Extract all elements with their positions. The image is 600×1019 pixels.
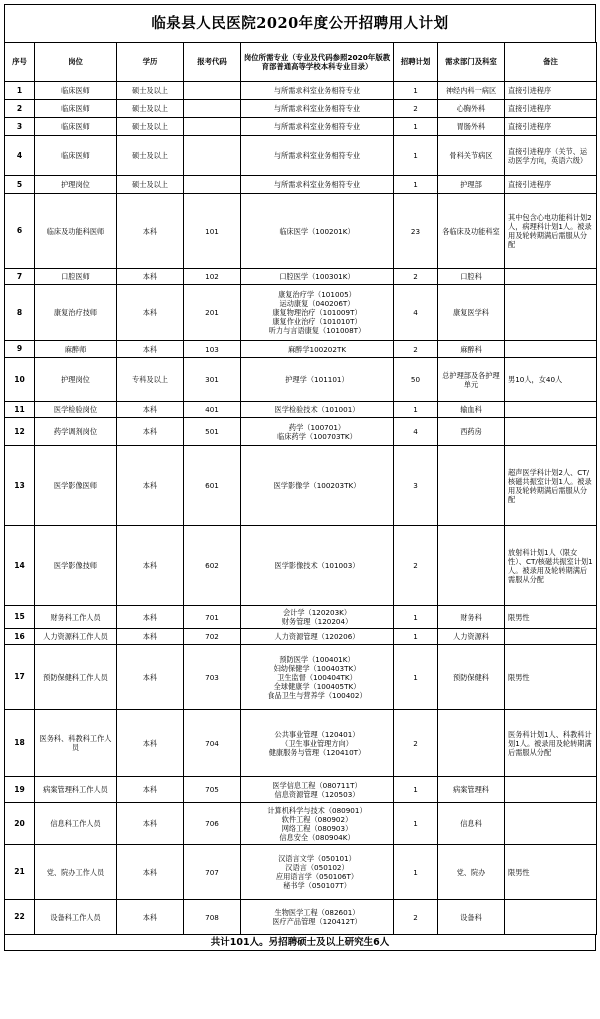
cell-no: 5	[5, 176, 35, 194]
header-major: 岗位所需专业（专业及代码参照2020年版教育部普通高等学校本科专业目录）	[241, 43, 394, 82]
cell-quota: 3	[394, 446, 438, 526]
cell-dept: 病案管理科	[438, 777, 505, 803]
cell-quota: 1	[394, 629, 438, 645]
major-line: 汉语言文学（050101）	[278, 854, 356, 863]
major-line: 运动康复（040206T）	[279, 299, 355, 308]
major-line: 食品卫生与营养学（100402）	[267, 690, 367, 700]
cell-position: 医学检验岗位	[35, 402, 117, 418]
cell-education: 本科	[117, 446, 184, 526]
major-line: 医疗产品管理（120412T）	[272, 917, 362, 926]
cell-position: 预防保健科工作人员	[35, 645, 117, 710]
cell-position: 医学影像医师	[35, 446, 117, 526]
major-line: 财务管理（120204）	[281, 617, 353, 626]
major-line: 医学影像技术（101003）	[274, 561, 360, 570]
cell-quota: 1	[394, 845, 438, 900]
table-row	[5, 606, 597, 629]
header-position: 岗位	[35, 43, 117, 82]
cell-quota: 4	[394, 285, 438, 341]
cell-education: 专科及以上	[117, 358, 184, 402]
cell-note	[505, 777, 597, 803]
major-line: 信息安全（080904K）	[279, 832, 355, 842]
header-note: 备注	[505, 43, 597, 82]
header-quota: 招聘计划	[394, 43, 438, 82]
cell-no: 3	[5, 118, 35, 136]
cell-exam-code: 704	[184, 710, 241, 777]
cell-note	[505, 900, 597, 935]
cell-dept: 总护理部及各护理单元	[438, 358, 505, 402]
cell-no: 13	[5, 446, 35, 526]
table-row	[5, 645, 597, 710]
cell-note: 限男性	[505, 606, 597, 629]
cell-note: 直接引进程序（关节、运动医学方向，英语六级）	[505, 136, 597, 176]
cell-exam-code	[184, 82, 241, 100]
cell-education: 本科	[117, 645, 184, 710]
cell-major	[241, 118, 394, 136]
cell-exam-code: 401	[184, 402, 241, 418]
cell-note	[505, 341, 597, 358]
table-row	[5, 285, 597, 341]
cell-quota: 1	[394, 176, 438, 194]
cell-major	[241, 269, 394, 285]
cell-note	[505, 269, 597, 285]
cell-quota: 1	[394, 645, 438, 710]
major-line: 人力资源管理（120206）	[274, 632, 360, 641]
major-line: 与所需求科室业务相符专业	[273, 86, 361, 95]
major-line: 临床药学（100703TK）	[277, 431, 357, 441]
cell-quota: 1	[394, 777, 438, 803]
cell-major	[241, 358, 394, 402]
cell-dept: 各临床及功能科室	[438, 194, 505, 269]
major-line: 生物医学工程（082601）	[274, 908, 360, 917]
cell-no: 11	[5, 402, 35, 418]
cell-quota: 1	[394, 402, 438, 418]
cell-education: 硕士及以上	[117, 118, 184, 136]
cell-no: 22	[5, 900, 35, 935]
cell-major	[241, 446, 394, 526]
cell-no: 2	[5, 100, 35, 118]
header-exam-code: 报考代码	[184, 43, 241, 82]
major-line: 药学（100701）	[288, 422, 346, 432]
cell-no: 14	[5, 526, 35, 606]
cell-position: 病案管理科工作人员	[35, 777, 117, 803]
cell-position: 党、院办工作人员	[35, 845, 117, 900]
cell-dept: 神经内科一病区	[438, 82, 505, 100]
table-row	[5, 176, 597, 194]
cell-note	[505, 629, 597, 645]
major-line: 预防医学（100401K）	[279, 654, 355, 664]
major-line: 医学信息工程（080711T）	[272, 780, 362, 790]
major-line: 医学影像学（100203TK）	[273, 481, 361, 490]
cell-dept: 胃肠外科	[438, 118, 505, 136]
cell-no: 15	[5, 606, 35, 629]
major-line: 公共事业管理（120401）	[274, 729, 360, 739]
cell-no: 6	[5, 194, 35, 269]
cell-exam-code: 201	[184, 285, 241, 341]
cell-education: 硕士及以上	[117, 176, 184, 194]
cell-exam-code	[184, 118, 241, 136]
document-title: 临泉县人民医院2020年度公开招聘用人计划	[4, 4, 596, 42]
table-row	[5, 777, 597, 803]
cell-no: 16	[5, 629, 35, 645]
cell-major	[241, 194, 394, 269]
cell-exam-code: 501	[184, 418, 241, 446]
cell-no: 1	[5, 82, 35, 100]
major-line: 应用语言学（050106T）	[275, 872, 359, 881]
major-line: 康复治疗学（101005）	[278, 290, 356, 299]
cell-note: 其中包含心电功能科计划2人，病理科计划1人。被录用及轮转期满后需服从分配	[505, 194, 597, 269]
cell-dept: 信息科	[438, 803, 505, 845]
cell-education: 本科	[117, 803, 184, 845]
cell-note	[505, 418, 597, 446]
major-line: 健康服务与管理（120410T）	[268, 747, 366, 757]
cell-education: 本科	[117, 710, 184, 777]
cell-note: 超声医学科计划2人、CT/核磁共振室计划1人。被录用及轮转期满后需服从分配	[505, 446, 597, 526]
table-row	[5, 82, 597, 100]
cell-note: 直接引进程序	[505, 100, 597, 118]
major-line: 麻醉学100202TK	[287, 344, 347, 354]
major-line: 秘书学（050107T）	[283, 881, 351, 890]
major-line: 康复物理治疗（101009T）	[272, 308, 362, 317]
table-row	[5, 341, 597, 358]
cell-major	[241, 402, 394, 418]
cell-major	[241, 526, 394, 606]
cell-exam-code: 601	[184, 446, 241, 526]
header-education: 学历	[117, 43, 184, 82]
cell-exam-code: 703	[184, 645, 241, 710]
cell-education: 本科	[117, 402, 184, 418]
cell-exam-code: 103	[184, 341, 241, 358]
cell-position: 临床医师	[35, 82, 117, 100]
table-row	[5, 118, 597, 136]
cell-exam-code	[184, 176, 241, 194]
cell-dept: 预防保健科	[438, 645, 505, 710]
cell-quota: 2	[394, 269, 438, 285]
cell-no: 8	[5, 285, 35, 341]
cell-position: 临床医师	[35, 100, 117, 118]
header-row	[5, 43, 597, 82]
cell-quota: 1	[394, 118, 438, 136]
cell-no: 18	[5, 710, 35, 777]
cell-quota: 4	[394, 418, 438, 446]
table-row	[5, 845, 597, 900]
cell-major	[241, 645, 394, 710]
major-line: 软件工程（080902）	[281, 814, 353, 824]
cell-quota: 1	[394, 606, 438, 629]
major-line: 全球健康学（100405TK）	[273, 681, 361, 691]
cell-no: 4	[5, 136, 35, 176]
major-line: 与所需求科室业务相符专业	[273, 151, 361, 160]
cell-no: 9	[5, 341, 35, 358]
total-summary: 共计101人。另招聘硕士及以上研究生6人	[4, 935, 596, 951]
cell-position: 口腔医师	[35, 269, 117, 285]
cell-note: 医务科计划1人、科教科计划1人。被录用及轮转期满后需服从分配	[505, 710, 597, 777]
cell-major	[241, 136, 394, 176]
cell-dept: 西药房	[438, 418, 505, 446]
cell-dept: 党、院办	[438, 845, 505, 900]
cell-quota: 23	[394, 194, 438, 269]
cell-no: 21	[5, 845, 35, 900]
cell-major	[241, 606, 394, 629]
cell-exam-code: 301	[184, 358, 241, 402]
cell-major	[241, 418, 394, 446]
cell-quota: 2	[394, 900, 438, 935]
cell-education: 本科	[117, 285, 184, 341]
cell-note: 限男性	[505, 645, 597, 710]
cell-education: 硕士及以上	[117, 100, 184, 118]
cell-position: 康复治疗技师	[35, 285, 117, 341]
cell-exam-code: 706	[184, 803, 241, 845]
cell-dept: 麻醉科	[438, 341, 505, 358]
cell-position: 医务科、科教科工作人员	[35, 710, 117, 777]
major-line: 汉语言（050102）	[285, 863, 349, 872]
table-row	[5, 900, 597, 935]
cell-no: 12	[5, 418, 35, 446]
cell-note: 限男性	[505, 845, 597, 900]
table-row	[5, 100, 597, 118]
cell-position: 设备科工作人员	[35, 900, 117, 935]
cell-exam-code: 102	[184, 269, 241, 285]
cell-exam-code: 702	[184, 629, 241, 645]
major-line: 与所需求科室业务相符专业	[273, 104, 361, 113]
cell-note: 直接引进程序	[505, 176, 597, 194]
major-line: 医学检验技术（101001）	[274, 405, 360, 414]
cell-major	[241, 845, 394, 900]
cell-major	[241, 777, 394, 803]
cell-education: 本科	[117, 629, 184, 645]
cell-position: 临床医师	[35, 136, 117, 176]
recruitment-plan-document	[4, 4, 596, 951]
major-line: （卫生事业管理方向）	[281, 738, 353, 748]
cell-education: 本科	[117, 606, 184, 629]
cell-note: 直接引进程序	[505, 82, 597, 100]
cell-dept: 设备科	[438, 900, 505, 935]
table-row	[5, 194, 597, 269]
cell-dept: 护理部	[438, 176, 505, 194]
cell-position: 人力资源科工作人员	[35, 629, 117, 645]
cell-position: 医学影像技师	[35, 526, 117, 606]
cell-major	[241, 176, 394, 194]
cell-major	[241, 285, 394, 341]
cell-education: 硕士及以上	[117, 136, 184, 176]
cell-major	[241, 341, 394, 358]
major-line: 口腔医学（100301K）	[279, 272, 355, 281]
cell-no: 7	[5, 269, 35, 285]
cell-quota: 2	[394, 526, 438, 606]
cell-education: 本科	[117, 418, 184, 446]
cell-dept: 骨科关节病区	[438, 136, 505, 176]
cell-position: 临床医师	[35, 118, 117, 136]
cell-quota: 2	[394, 341, 438, 358]
cell-note	[505, 803, 597, 845]
cell-dept: 财务科	[438, 606, 505, 629]
cell-dept	[438, 710, 505, 777]
cell-exam-code: 708	[184, 900, 241, 935]
cell-dept	[438, 446, 505, 526]
major-line: 信息资源管理（120503）	[274, 789, 360, 799]
cell-note: 直接引进程序	[505, 118, 597, 136]
cell-no: 10	[5, 358, 35, 402]
cell-major	[241, 100, 394, 118]
major-line: 听力与言语康复（101008T）	[268, 326, 366, 335]
cell-major	[241, 803, 394, 845]
major-line: 临床医学（100201K）	[279, 226, 355, 236]
table-row	[5, 402, 597, 418]
cell-exam-code: 701	[184, 606, 241, 629]
cell-position: 财务科工作人员	[35, 606, 117, 629]
cell-quota: 1	[394, 82, 438, 100]
table-row	[5, 418, 597, 446]
table-row	[5, 803, 597, 845]
major-line: 妇幼保健学（100403TK）	[273, 663, 361, 673]
cell-position: 护理岗位	[35, 176, 117, 194]
table-row	[5, 269, 597, 285]
cell-note: 放射科计划1人（限女性）、CT/核磁共振室计划1人。被录用及轮转期满后需服从分配	[505, 526, 597, 606]
table-body	[5, 82, 597, 935]
cell-dept: 心胸外科	[438, 100, 505, 118]
cell-exam-code: 602	[184, 526, 241, 606]
major-line: 与所需求科室业务相符专业	[273, 122, 361, 131]
cell-note: 男10人，女40人	[505, 358, 597, 402]
cell-education: 本科	[117, 269, 184, 285]
table-row	[5, 136, 597, 176]
table-row	[5, 710, 597, 777]
cell-position: 信息科工作人员	[35, 803, 117, 845]
header-no: 序号	[5, 43, 35, 82]
cell-major	[241, 900, 394, 935]
cell-dept: 康复医学科	[438, 285, 505, 341]
table-row	[5, 446, 597, 526]
major-line: 网络工程（080903）	[281, 823, 353, 833]
major-line: 卫生监督（100404TK）	[277, 672, 357, 682]
cell-dept	[438, 526, 505, 606]
cell-note	[505, 402, 597, 418]
cell-exam-code: 705	[184, 777, 241, 803]
major-line: 与所需求科室业务相符专业	[273, 180, 361, 189]
cell-education: 本科	[117, 900, 184, 935]
cell-position: 药学调剂岗位	[35, 418, 117, 446]
cell-exam-code: 101	[184, 194, 241, 269]
header-dept: 需求部门及科室	[438, 43, 505, 82]
cell-position: 护理岗位	[35, 358, 117, 402]
cell-education: 本科	[117, 845, 184, 900]
cell-quota: 50	[394, 358, 438, 402]
major-line: 计算机科学与技术（080901）	[267, 805, 367, 815]
cell-education: 本科	[117, 777, 184, 803]
cell-no: 20	[5, 803, 35, 845]
cell-dept: 口腔科	[438, 269, 505, 285]
cell-no: 19	[5, 777, 35, 803]
cell-major	[241, 629, 394, 645]
cell-major	[241, 82, 394, 100]
cell-quota: 1	[394, 803, 438, 845]
cell-dept: 输血科	[438, 402, 505, 418]
cell-education: 本科	[117, 341, 184, 358]
major-line: 护理学（101101）	[285, 375, 349, 384]
cell-position: 麻醉师	[35, 341, 117, 358]
table-row	[5, 358, 597, 402]
cell-education: 本科	[117, 194, 184, 269]
cell-education: 硕士及以上	[117, 82, 184, 100]
major-line: 会计学（120203K）	[282, 608, 352, 617]
cell-exam-code	[184, 100, 241, 118]
table-row	[5, 526, 597, 606]
table-row	[5, 629, 597, 645]
major-line: 康复作业治疗（101010T）	[272, 317, 362, 326]
cell-quota: 2	[394, 710, 438, 777]
cell-no: 17	[5, 645, 35, 710]
cell-quota: 2	[394, 100, 438, 118]
cell-exam-code	[184, 136, 241, 176]
cell-exam-code: 707	[184, 845, 241, 900]
recruitment-table	[4, 42, 597, 935]
cell-note	[505, 285, 597, 341]
cell-quota: 1	[394, 136, 438, 176]
cell-position: 临床及功能科医师	[35, 194, 117, 269]
cell-dept: 人力资源科	[438, 629, 505, 645]
cell-education: 本科	[117, 526, 184, 606]
cell-major	[241, 710, 394, 777]
